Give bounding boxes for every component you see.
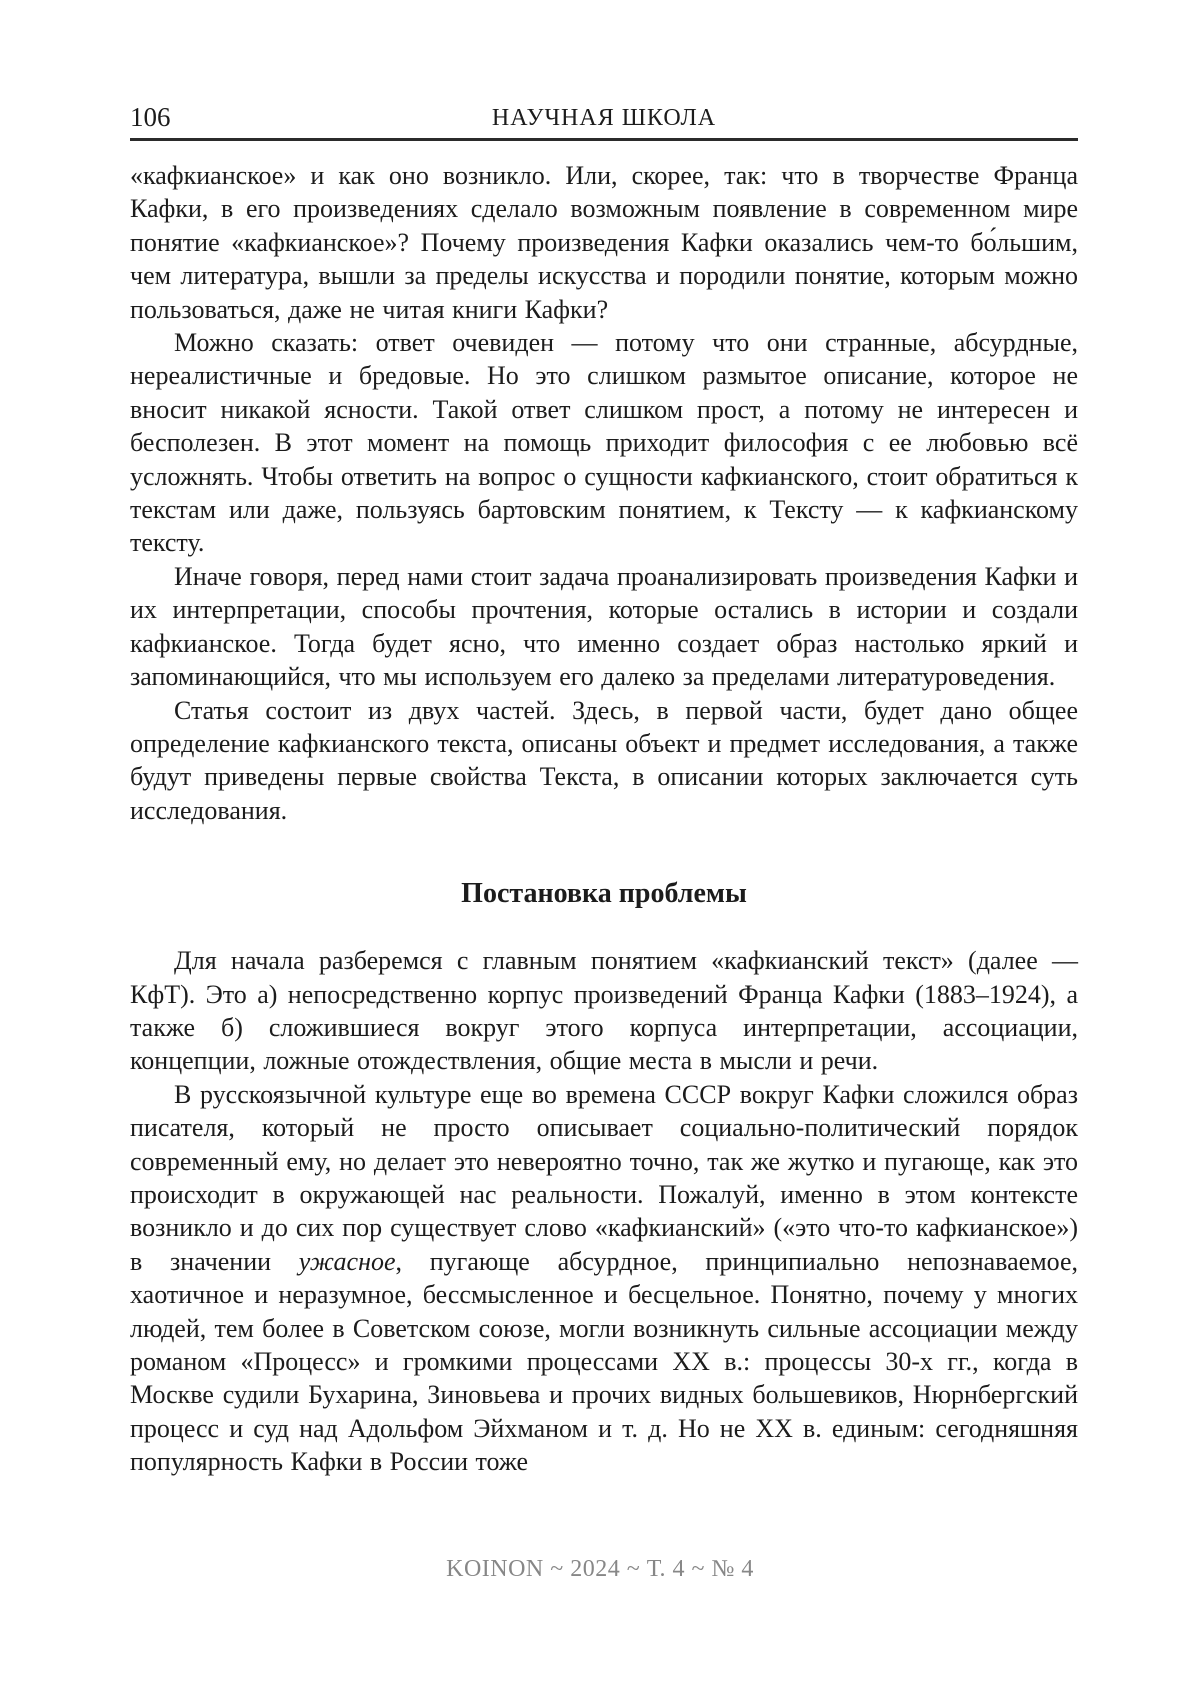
running-head: НАУЧНАЯ ШКОЛА xyxy=(491,105,717,131)
paragraph-text: В русскоязычной культуре еще во времена СССР вокруг Кафки сложился образ писателя, который не просто описывает социально-политический порядок современный ему, но делает это невероятно точно, так же жутко и пугающе, как это происходит в окружающей нас реальности. Пожалуй, именно в этом контексте возникло и до сих пор существует слово «кафкианский» («это что-то кафкианское») в значении xyxy=(130,1079,1078,1276)
page-number: 106 xyxy=(130,102,171,132)
section-heading: Постановка проблемы xyxy=(461,878,747,910)
paragraph xyxy=(130,1078,1078,1479)
page-header xyxy=(130,100,1078,138)
page-content xyxy=(130,100,1078,1479)
article-text xyxy=(130,159,1078,1479)
paragraph: Для начала разберемся с главным понятием «кафкианский текст» (далее — КфТ). Это а) непосредственно корпус произведений Франца Кафки (1883–1924), а также б) сложившиеся вокруг этого корпуса интерпретации, ассоциации, концепции, ложные отождествления, общие места в мысли и речи. xyxy=(130,946,1078,1076)
italic-term: ужасное xyxy=(298,1246,396,1276)
header-rule xyxy=(130,138,1078,141)
paragraph: «кафкианское» и как оно возникло. Или, скорее, так: что в творчестве Франца Кафки, в его произведениях сделало возможным появление в современном мире понятие «кафкианское»? Почему произведения Кафки оказались чем-то бо́льшим, чем литература, вышли за пределы искусства и породили понятие, которым можно пользоваться, даже не читая книги Кафки? xyxy=(130,161,1078,324)
paragraph: Статья состоит из двух частей. Здесь, в первой части, будет дано общее определение кафкианского текста, описаны объект и предмет исследования, а также будут приведены первые свойства Текста, в описании которых заключается суть исследования. xyxy=(130,695,1078,825)
page-footer: KOINON ~ 2024 ~ Т. 4 ~ № 4 xyxy=(446,1556,754,1582)
paragraph: Иначе говоря, перед нами стоит задача проанализировать произведения Кафки и их интерпретации, способы прочтения, которые остались в истории и создали кафкианское. Тогда будет ясно, что именно создает образ настолько яркий и запоминающийся, что мы используем его далеко за пределами литературоведения. xyxy=(130,561,1078,692)
paragraph-text: , пугающе абсурдное, принципиально непознаваемое, хаотичное и неразумное, бессмысленное и бесцельное. Понятно, почему у многих людей, тем более в Советском союзе, могли возникнуть сильные ассоциации между романом «Процесс» и громкими процессами XX в.: процессы 30-х гг., когда в Москве судили Бухарина, Зиновьева и прочих видных большевиков, Нюрнбергский процесс и суд над Адольфом Эйхманом и т. д. Но не XX в. единым: сегодняшняя популярность Кафки в России тоже xyxy=(130,1246,1078,1477)
paragraph: Можно сказать: ответ очевиден — потому что они странные, абсурдные, нереалистичные и бредовые. Но это слишком размытое описание, которое не вносит никакой ясности. Такой ответ слишком прост, а потому не интересен и бесполезен. В этот момент на помощь приходит философия с ее любовью всё усложнять. Чтобы ответить на вопрос о сущности кафкианского, стоит обратиться к текстам или даже, пользуясь бартовским понятием, к Тексту — к кафкианскому тексту. xyxy=(130,328,1078,558)
